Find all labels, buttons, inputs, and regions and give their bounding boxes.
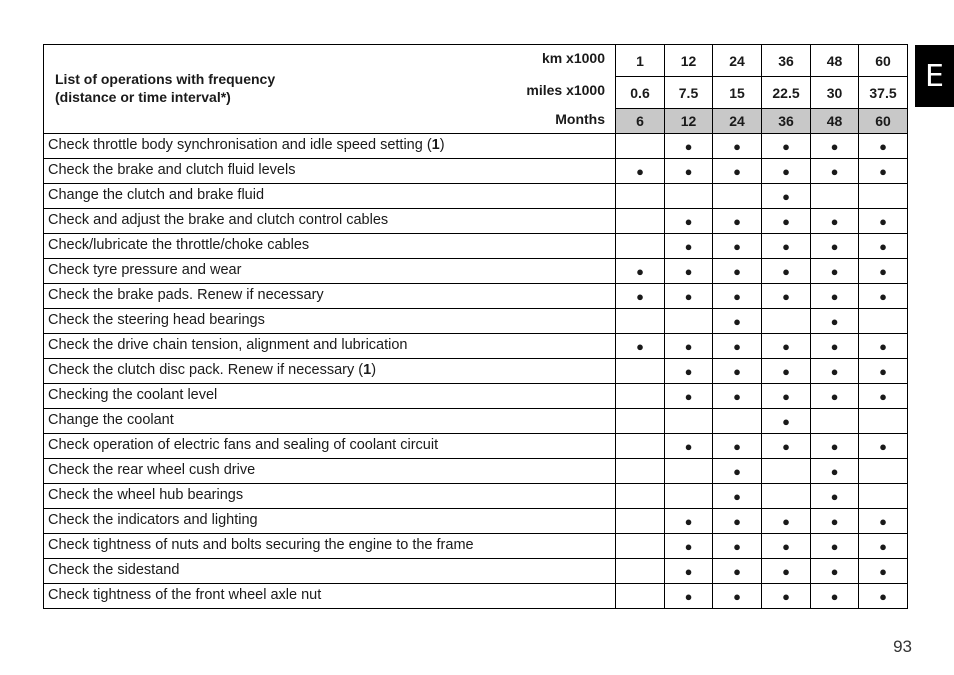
table-row bbox=[44, 134, 908, 159]
operation-label: Check the indicators and lighting bbox=[44, 509, 616, 534]
check-mark-cell: ● bbox=[713, 259, 762, 284]
operation-label: Change the coolant bbox=[44, 409, 616, 434]
check-mark-cell: ● bbox=[811, 334, 859, 359]
empty-cell bbox=[616, 534, 665, 559]
empty-cell bbox=[616, 434, 665, 459]
table-row bbox=[44, 184, 908, 209]
empty-cell bbox=[616, 134, 665, 159]
check-mark-cell: ● bbox=[811, 209, 859, 234]
operation-label: Check operation of electric fans and sealing of coolant circuit bbox=[44, 434, 616, 459]
check-mark-cell: ● bbox=[762, 209, 811, 234]
operation-label: Check the clutch disc pack. Renew if necessary (1) bbox=[44, 359, 616, 384]
empty-cell bbox=[665, 309, 713, 334]
check-mark-cell: ● bbox=[665, 584, 713, 609]
check-mark-cell: ● bbox=[616, 159, 665, 184]
check-mark-cell: ● bbox=[616, 259, 665, 284]
check-mark-cell: ● bbox=[616, 284, 665, 309]
check-mark-cell: ● bbox=[665, 434, 713, 459]
check-mark-cell: ● bbox=[665, 534, 713, 559]
check-mark-cell: ● bbox=[859, 384, 908, 409]
section-tab-e: E bbox=[915, 45, 954, 107]
table-row bbox=[44, 584, 908, 609]
check-mark-cell: ● bbox=[811, 559, 859, 584]
check-mark-cell: ● bbox=[762, 284, 811, 309]
empty-cell bbox=[616, 559, 665, 584]
check-mark-cell: ● bbox=[811, 584, 859, 609]
table-row bbox=[44, 534, 908, 559]
page-number: 93 bbox=[893, 637, 912, 656]
check-mark-cell: ● bbox=[665, 159, 713, 184]
operation-label: Check the rear wheel cush drive bbox=[44, 459, 616, 484]
check-mark-cell: ● bbox=[859, 334, 908, 359]
table-row bbox=[44, 259, 908, 284]
miles-label: miles x1000 bbox=[526, 82, 605, 98]
check-mark-cell: ● bbox=[762, 134, 811, 159]
miles-value: 7.5 bbox=[665, 77, 713, 109]
operation-label: Check tightness of nuts and bolts securing the engine to the frame bbox=[44, 534, 616, 559]
km-value: 60 bbox=[859, 45, 908, 77]
check-mark-cell: ● bbox=[713, 384, 762, 409]
months-label: Months bbox=[555, 111, 605, 127]
check-mark-cell: ● bbox=[762, 584, 811, 609]
check-mark-cell: ● bbox=[665, 284, 713, 309]
check-mark-cell: ● bbox=[713, 484, 762, 509]
operation-label: Check the steering head bearings bbox=[44, 309, 616, 334]
check-mark-cell: ● bbox=[762, 184, 811, 209]
check-mark-cell: ● bbox=[859, 434, 908, 459]
check-mark-cell: ● bbox=[811, 509, 859, 534]
check-mark-cell: ● bbox=[665, 234, 713, 259]
check-mark-cell: ● bbox=[811, 134, 859, 159]
check-mark-cell: ● bbox=[665, 509, 713, 534]
note-reference: 1 bbox=[431, 137, 440, 153]
table-row bbox=[44, 409, 908, 434]
maintenance-schedule-table bbox=[43, 44, 908, 609]
table-row bbox=[44, 484, 908, 509]
check-mark-cell: ● bbox=[811, 259, 859, 284]
header-description-cell bbox=[44, 45, 616, 134]
check-mark-cell: ● bbox=[762, 159, 811, 184]
check-mark-cell: ● bbox=[762, 359, 811, 384]
months-value: 60 bbox=[859, 109, 908, 134]
check-mark-cell: ● bbox=[859, 359, 908, 384]
empty-cell bbox=[616, 234, 665, 259]
empty-cell bbox=[616, 584, 665, 609]
check-mark-cell: ● bbox=[762, 534, 811, 559]
empty-cell bbox=[859, 184, 908, 209]
check-mark-cell: ● bbox=[665, 259, 713, 284]
operation-label: Checking the coolant level bbox=[44, 384, 616, 409]
check-mark-cell: ● bbox=[762, 509, 811, 534]
operation-label: Check tyre pressure and wear bbox=[44, 259, 616, 284]
table-row bbox=[44, 334, 908, 359]
check-mark-cell: ● bbox=[811, 484, 859, 509]
check-mark-cell: ● bbox=[859, 284, 908, 309]
check-mark-cell: ● bbox=[713, 359, 762, 384]
check-mark-cell: ● bbox=[811, 534, 859, 559]
check-mark-cell: ● bbox=[762, 434, 811, 459]
check-mark-cell: ● bbox=[762, 234, 811, 259]
empty-cell bbox=[859, 459, 908, 484]
operation-label: Check the brake and clutch fluid levels bbox=[44, 159, 616, 184]
check-mark-cell: ● bbox=[665, 384, 713, 409]
miles-value: 0.6 bbox=[616, 77, 665, 109]
check-mark-cell: ● bbox=[713, 159, 762, 184]
check-mark-cell: ● bbox=[859, 159, 908, 184]
header-row-km bbox=[44, 45, 908, 77]
empty-cell bbox=[665, 409, 713, 434]
check-mark-cell: ● bbox=[713, 234, 762, 259]
km-value: 36 bbox=[762, 45, 811, 77]
empty-cell bbox=[616, 209, 665, 234]
months-value: 24 bbox=[713, 109, 762, 134]
empty-cell bbox=[616, 184, 665, 209]
empty-cell bbox=[762, 309, 811, 334]
check-mark-cell: ● bbox=[665, 559, 713, 584]
check-mark-cell: ● bbox=[616, 334, 665, 359]
operation-label: Check/lubricate the throttle/choke cables bbox=[44, 234, 616, 259]
table-row bbox=[44, 234, 908, 259]
operation-label: Check tightness of the front wheel axle nut bbox=[44, 584, 616, 609]
table-row bbox=[44, 459, 908, 484]
empty-cell bbox=[859, 309, 908, 334]
check-mark-cell: ● bbox=[859, 259, 908, 284]
check-mark-cell: ● bbox=[713, 284, 762, 309]
note-reference: 1 bbox=[363, 362, 372, 378]
table-row bbox=[44, 384, 908, 409]
check-mark-cell: ● bbox=[811, 309, 859, 334]
empty-cell bbox=[616, 384, 665, 409]
km-label: km x1000 bbox=[541, 50, 605, 66]
check-mark-cell: ● bbox=[762, 384, 811, 409]
check-mark-cell: ● bbox=[713, 209, 762, 234]
check-mark-cell: ● bbox=[665, 209, 713, 234]
table-row bbox=[44, 309, 908, 334]
check-mark-cell: ● bbox=[859, 234, 908, 259]
check-mark-cell: ● bbox=[713, 134, 762, 159]
check-mark-cell: ● bbox=[859, 209, 908, 234]
operation-label: Check the sidestand bbox=[44, 559, 616, 584]
check-mark-cell: ● bbox=[811, 159, 859, 184]
table-description: List of operations with frequency (distance or time interval*) bbox=[55, 71, 276, 105]
empty-cell bbox=[762, 484, 811, 509]
empty-cell bbox=[811, 409, 859, 434]
table-row bbox=[44, 509, 908, 534]
empty-cell bbox=[665, 184, 713, 209]
check-mark-cell: ● bbox=[859, 584, 908, 609]
check-mark-cell: ● bbox=[665, 359, 713, 384]
check-mark-cell: ● bbox=[713, 584, 762, 609]
months-value: 6 bbox=[616, 109, 665, 134]
empty-cell bbox=[859, 484, 908, 509]
km-value: 48 bbox=[811, 45, 859, 77]
check-mark-cell: ● bbox=[811, 359, 859, 384]
table-row bbox=[44, 559, 908, 584]
table-row bbox=[44, 159, 908, 184]
empty-cell bbox=[616, 459, 665, 484]
table-row bbox=[44, 359, 908, 384]
empty-cell bbox=[616, 409, 665, 434]
check-mark-cell: ● bbox=[665, 134, 713, 159]
check-mark-cell: ● bbox=[762, 259, 811, 284]
months-value: 12 bbox=[665, 109, 713, 134]
operation-label: Check the wheel hub bearings bbox=[44, 484, 616, 509]
operation-label: Check the drive chain tension, alignment and lubrication bbox=[44, 334, 616, 359]
months-value: 36 bbox=[762, 109, 811, 134]
operation-label: Check the brake pads. Renew if necessary bbox=[44, 284, 616, 309]
operation-label: Change the clutch and brake fluid bbox=[44, 184, 616, 209]
check-mark-cell: ● bbox=[713, 534, 762, 559]
check-mark-cell: ● bbox=[811, 434, 859, 459]
miles-value: 37.5 bbox=[859, 77, 908, 109]
check-mark-cell: ● bbox=[811, 284, 859, 309]
check-mark-cell: ● bbox=[859, 559, 908, 584]
km-value: 1 bbox=[616, 45, 665, 77]
check-mark-cell: ● bbox=[762, 334, 811, 359]
table-row bbox=[44, 209, 908, 234]
operation-label: Check throttle body synchronisation and idle speed setting (1) bbox=[44, 134, 616, 159]
check-mark-cell: ● bbox=[762, 559, 811, 584]
empty-cell bbox=[616, 309, 665, 334]
check-mark-cell: ● bbox=[713, 309, 762, 334]
miles-value: 22.5 bbox=[762, 77, 811, 109]
empty-cell bbox=[616, 484, 665, 509]
empty-cell bbox=[616, 359, 665, 384]
empty-cell bbox=[811, 184, 859, 209]
miles-value: 30 bbox=[811, 77, 859, 109]
empty-cell bbox=[616, 509, 665, 534]
operation-label: Check and adjust the brake and clutch control cables bbox=[44, 209, 616, 234]
empty-cell bbox=[713, 184, 762, 209]
check-mark-cell: ● bbox=[859, 534, 908, 559]
km-value: 24 bbox=[713, 45, 762, 77]
check-mark-cell: ● bbox=[811, 459, 859, 484]
table-row bbox=[44, 434, 908, 459]
check-mark-cell: ● bbox=[713, 459, 762, 484]
empty-cell bbox=[762, 459, 811, 484]
check-mark-cell: ● bbox=[859, 134, 908, 159]
empty-cell bbox=[713, 409, 762, 434]
check-mark-cell: ● bbox=[811, 234, 859, 259]
check-mark-cell: ● bbox=[762, 409, 811, 434]
check-mark-cell: ● bbox=[713, 509, 762, 534]
check-mark-cell: ● bbox=[811, 384, 859, 409]
check-mark-cell: ● bbox=[713, 434, 762, 459]
table-row bbox=[44, 284, 908, 309]
check-mark-cell: ● bbox=[713, 334, 762, 359]
miles-value: 15 bbox=[713, 77, 762, 109]
check-mark-cell: ● bbox=[859, 509, 908, 534]
check-mark-cell: ● bbox=[665, 334, 713, 359]
months-value: 48 bbox=[811, 109, 859, 134]
empty-cell bbox=[665, 459, 713, 484]
empty-cell bbox=[665, 484, 713, 509]
check-mark-cell: ● bbox=[713, 559, 762, 584]
km-value: 12 bbox=[665, 45, 713, 77]
empty-cell bbox=[859, 409, 908, 434]
